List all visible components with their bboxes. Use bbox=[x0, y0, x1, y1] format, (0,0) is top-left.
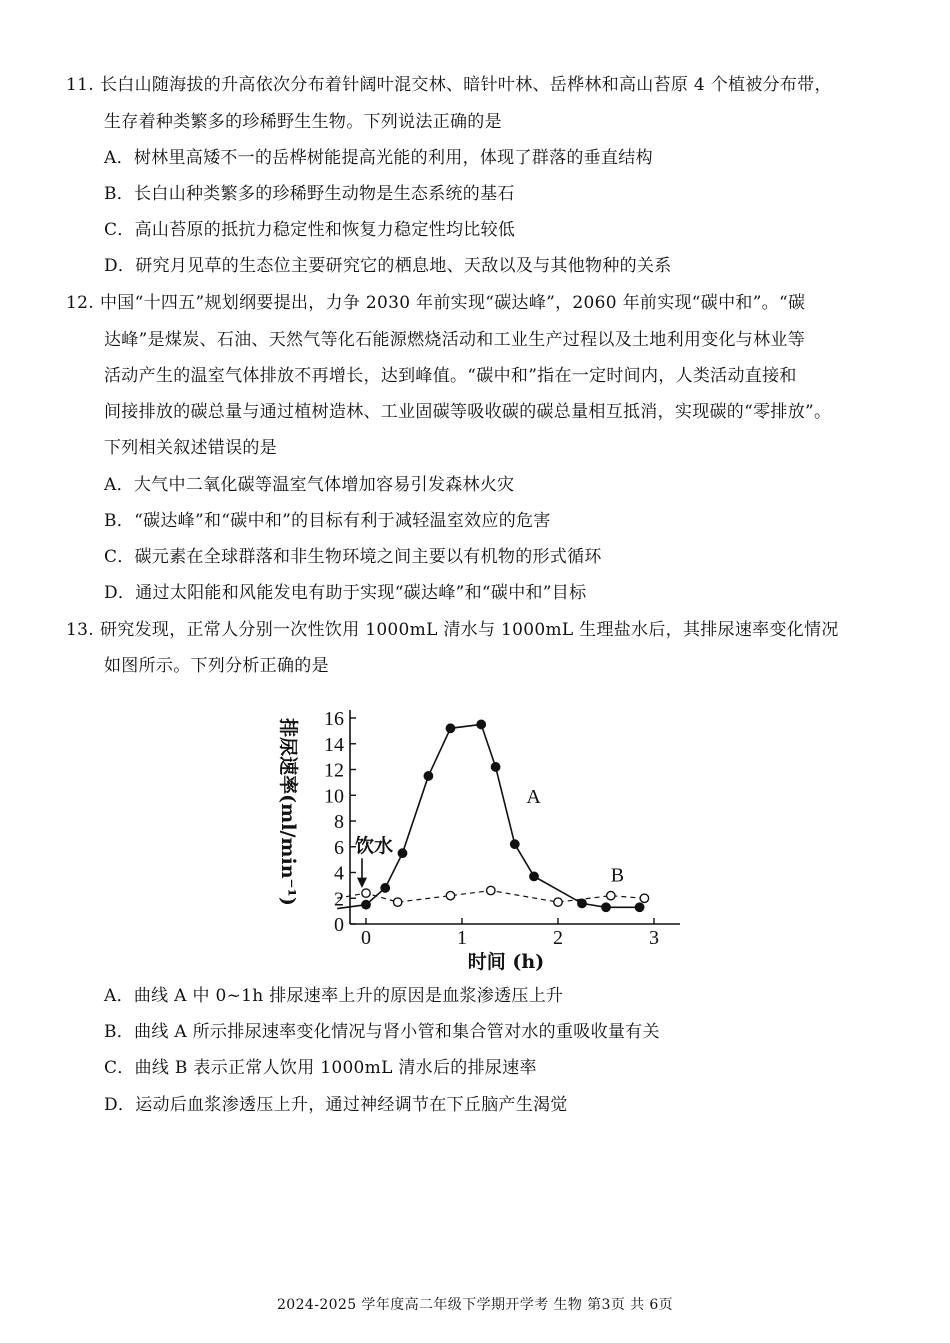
q12-stem-line-2: 达峰”是煤炭、石油、天然气等化石能源燃烧活动和工业生产过程以及土地利用变化与林业等 bbox=[104, 330, 805, 350]
chart-series bbox=[337, 720, 648, 911]
q13-option-c: C．曲线 B 表示正常人饮用 1000mL 清水后的排尿速率 bbox=[104, 1058, 537, 1078]
y-tick-label: 14 bbox=[324, 733, 344, 756]
series-A-point bbox=[635, 903, 643, 911]
q12-stem-line-4: 间接排放的碳总量与通过植树造林、工业固碳等吸收碳的碳总量相互抵消，实现碳的“零排放”。 bbox=[104, 402, 832, 422]
series-A-point bbox=[477, 720, 485, 728]
q13-option-b: B．曲线 A 所示排尿速率变化情况与肾小管和集合管对水的重吸收量有关 bbox=[104, 1022, 660, 1042]
y-tick-label: 16 bbox=[324, 708, 344, 730]
q11-stem-line-1 bbox=[66, 74, 832, 96]
y-tick-label: 2 bbox=[334, 888, 344, 911]
series-A-point bbox=[446, 724, 454, 732]
y-tick-label: 12 bbox=[324, 759, 344, 782]
y-tick-label: 8 bbox=[334, 811, 344, 833]
q12-stem-line-5: 下列相关叙述错误的是 bbox=[104, 438, 277, 458]
drink-arrow-head bbox=[357, 878, 367, 888]
x-axis-title: 时间 (h) bbox=[467, 951, 545, 973]
series-A-point bbox=[424, 772, 432, 780]
q13-stem-line-1 bbox=[66, 619, 839, 641]
series-B-point bbox=[554, 898, 562, 906]
q11-option-d: D．研究月见草的生态位主要研究它的栖息地、天敌以及与其他物种的关系 bbox=[104, 256, 672, 276]
y-tick-label: 4 bbox=[334, 862, 344, 885]
x-tick-label: 1 bbox=[457, 927, 467, 949]
series-A-point bbox=[398, 849, 406, 857]
q11-stem-text-1: 长白山随海拔的升高依次分布着针阔叶混交林、暗针叶林、岳桦林和高山苔原 4 个植被分布带， bbox=[100, 75, 832, 95]
x-tick-label: 0 bbox=[361, 927, 371, 949]
chart-labels bbox=[277, 708, 659, 973]
q11-option-b: B．长白山种类繁多的珍稀野生动物是生态系统的基石 bbox=[104, 184, 515, 204]
q11-option-c: C．高山苔原的抵抗力稳定性和恢复力稳定性均比较低 bbox=[104, 220, 516, 240]
q13-stem-text-1: 研究发现，正常人分别一次性饮用 1000mL 清水与 1000mL 生理盐水后，其排尿速率变化情况 bbox=[100, 620, 839, 640]
x-tick-label: 3 bbox=[649, 927, 659, 949]
y-tick-label: 10 bbox=[324, 785, 344, 808]
series-A-point bbox=[511, 840, 519, 848]
series-B-point bbox=[607, 891, 615, 899]
q13-option-d: D．运动后血浆渗透压上升，通过神经调节在下丘脑产生渴觉 bbox=[104, 1095, 568, 1115]
q13-number: 13. bbox=[66, 620, 94, 640]
q12-option-b: B．“碳达峰”和“碳中和”的目标有利于减轻温室效应的危害 bbox=[104, 511, 551, 531]
series-A-point bbox=[381, 884, 389, 892]
series-A-point bbox=[530, 872, 538, 880]
series-A-point bbox=[362, 900, 370, 908]
chart-axes bbox=[350, 710, 680, 924]
q11-number: 11. bbox=[66, 75, 94, 95]
series-B-point bbox=[393, 898, 401, 906]
q12-number: 12. bbox=[66, 293, 94, 313]
series-A-point bbox=[491, 763, 499, 771]
q13-stem-line-2: 如图所示。下列分析正确的是 bbox=[104, 656, 329, 676]
q12-stem-line-3: 活动产生的温室气体排放不再增长，达到峰值。“碳中和”指在一定时间内，人类活动直接和 bbox=[104, 366, 797, 386]
series-B-point bbox=[640, 894, 648, 902]
series-b-label: B bbox=[610, 864, 625, 887]
series-A-point bbox=[578, 899, 586, 907]
series-a-label: A bbox=[526, 785, 541, 808]
series-B-point bbox=[446, 891, 454, 899]
q12-stem-line-1 bbox=[66, 292, 805, 314]
y-tick-label: 6 bbox=[334, 836, 344, 859]
q12-option-a: A．大气中二氧化碳等温室气体增加容易引发森林火灾 bbox=[104, 475, 515, 495]
drink-annotation: 饮水 bbox=[354, 834, 394, 857]
q11-option-a: A．树林里高矮不一的岳桦树能提高光能的利用，体现了群落的垂直结构 bbox=[104, 148, 653, 168]
urine-rate-chart bbox=[258, 688, 698, 974]
q12-option-c: C．碳元素在全球群落和非生物环境之间主要以有机物的形式循环 bbox=[104, 547, 602, 567]
page-footer: 2024-2025 学年度高二年级下学期开学考 生物 第3页 共 6页 bbox=[276, 1297, 674, 1313]
q12-option-d: D．通过太阳能和风能发电有助于实现“碳达峰”和“碳中和”目标 bbox=[104, 583, 587, 603]
q12-stem-text-1: 中国“十四五”规划纲要提出，力争 2030 年前实现“碳达峰”，2060 年前实现“碳中和”。“碳 bbox=[100, 293, 806, 313]
q11-stem-line-2: 生存着种类繁多的珍稀野生生物。下列说法正确的是 bbox=[104, 112, 502, 132]
q13-option-a: A．曲线 A 中 0~1h 排尿速率上升的原因是血浆渗透压上升 bbox=[104, 986, 564, 1006]
y-axis-title: 排尿速率(ml/min⁻¹) bbox=[277, 718, 299, 906]
series-A-point bbox=[602, 903, 610, 911]
series-B-point bbox=[487, 886, 495, 894]
series-A-line bbox=[337, 724, 639, 908]
x-tick-label: 2 bbox=[553, 927, 563, 949]
y-tick-label: 0 bbox=[334, 914, 344, 936]
series-B-point bbox=[362, 889, 370, 897]
